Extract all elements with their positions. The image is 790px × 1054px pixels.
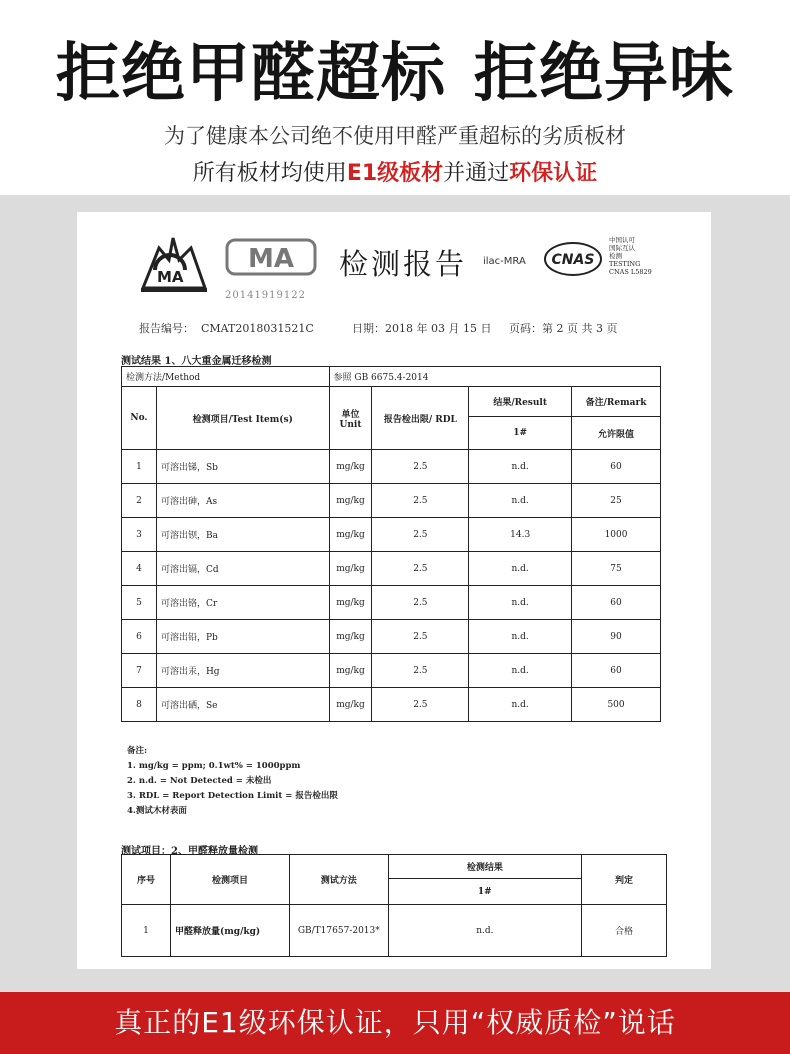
highlight-certification: 环保认证 [509,161,598,186]
cell-limit: 60 [572,654,661,688]
cell-rdl: 2.5 [372,620,469,654]
cell-limit: 500 [572,688,661,722]
report-date [352,320,491,336]
cell-limit: 90 [572,620,661,654]
note-line: 4.测试木材表面 [127,806,187,816]
cell-limit: 60 [572,586,661,620]
table-row [122,688,661,722]
cell-unit: mg/kg [329,654,372,688]
headline-part-b: 拒绝异味 [474,37,734,111]
cell-no: 4 [122,552,157,586]
col-no: No. [122,387,157,450]
method-label: 检测方法/Method [122,367,330,387]
cell-rdl: 2.5 [372,688,469,722]
cell-item: 甲醛释放量(mg/kg) [171,905,290,957]
cnas-caption-line: 国际互认 [609,244,635,252]
cell-rdl: 2.5 [372,654,469,688]
test-report-document [77,212,711,969]
footer-banner [0,992,790,1054]
cell-rdl: 2.5 [372,450,469,484]
cell-verdict: 合格 [581,905,666,957]
cell-result: 14.3 [469,518,572,552]
formaldehyde-table [121,854,667,957]
cell-no: 5 [122,586,157,620]
cell-item: 可溶出镉，Cd [156,552,329,586]
col-item: 检测项目 [171,855,290,905]
cell-no: 1 [122,450,157,484]
cell-item: 可溶出铬，Cr [156,586,329,620]
cell-rdl: 2.5 [372,586,469,620]
headline-part-a: 拒绝甲醛超标 [56,37,446,111]
cell-result: n.d. [469,450,572,484]
highlight-e1: E1级板材 [346,161,444,186]
cell-item: 可溶出汞，Hg [156,654,329,688]
note-line: 备注: [127,746,148,756]
col-unit: 单位 Unit [329,387,372,450]
cell-unit: mg/kg [329,586,372,620]
cell-result: n.d. [469,484,572,518]
cnas-caption-line: CNAS L5829 [609,268,652,276]
table-row [122,586,661,620]
table-row [122,518,661,552]
col-sample: 1# [469,417,572,450]
cell-method: GB/T17657-2013* [289,905,388,957]
col-result: 检测结果 [388,855,581,879]
cell-result: n.d. [469,654,572,688]
ma-number: 20141919122 [225,290,306,301]
table-row [122,620,661,654]
cell-unit: mg/kg [329,552,372,586]
report-title: 检测报告 [339,247,468,281]
cnas-caption-line: 中国认可 [609,236,635,244]
col-sample: 1# [388,879,581,905]
col-remark: 备注/Remark [572,387,661,417]
cnas-logo-text: CNAS [551,252,595,268]
cnas-caption [609,236,652,276]
cell-no: 8 [122,688,157,722]
cell-item: 可溶出硒，Se [156,688,329,722]
col-limit: 允许限值 [572,417,661,450]
note-line: 2. n.d. = Not Detected = 未检出 [127,776,272,786]
report-page-label: 页码： [509,322,542,335]
col-result: 结果/Result [469,387,572,417]
cell-limit: 75 [572,552,661,586]
cell-item: 可溶出砷，As [156,484,329,518]
cell-unit: mg/kg [329,620,372,654]
section-1-title: 测试结果 1、八大重金属迁移检测 [121,356,272,367]
method-value: 参照 GB 6675.4-2014 [329,367,660,387]
cell-rdl: 2.5 [372,518,469,552]
headline [0,22,790,114]
cell-rdl: 2.5 [372,552,469,586]
ilac-mra-label: ilac-MRA [483,256,526,267]
subtitle-text: 并通过 [443,161,510,186]
table-row [122,552,661,586]
table-header-row [122,855,667,879]
col-verdict: 判定 [581,855,666,905]
cnas-logo-icon [543,240,603,278]
report-page-value: 第 2 页 共 3 页 [542,322,618,335]
report-number [139,320,314,336]
cell-item: 可溶出铅，Pb [156,620,329,654]
report-date-value: 2018 年 03 月 15 日 [385,322,492,335]
subtitle-line-1: 为了健康本公司绝不使用甲醛严重超标的劣质板材 [164,124,626,148]
table-row [122,654,661,688]
cell-no: 7 [122,654,157,688]
subtitle-text: 所有板材均使用 [192,161,347,186]
col-no: 序号 [122,855,171,905]
cell-item: 可溶出锑，Sb [156,450,329,484]
ma-logo-icon [225,238,317,276]
cell-limit: 1000 [572,518,661,552]
report-number-label: 报告编号： [139,322,194,335]
heavy-metals-table [121,366,661,722]
cell-result: n.d. [388,905,581,957]
cell-unit: mg/kg [329,688,372,722]
ma-logo-text: MA [248,244,294,274]
report-date-label: 日期： [352,322,385,335]
cell-limit: 60 [572,450,661,484]
cell-no: 1 [122,905,171,957]
table-row [122,905,667,957]
col-method: 测试方法 [289,855,388,905]
report-number-value: CMAT2018031521C [201,322,314,335]
report-page [509,320,617,336]
method-row [122,367,661,387]
cell-no: 2 [122,484,157,518]
cma-logo-icon [135,230,211,294]
cell-unit: mg/kg [329,484,372,518]
section-2-title: 测试项目：2、甲醛释放量检测 [121,846,258,857]
cnas-caption-line: TESTING [609,260,641,268]
cell-result: n.d. [469,620,572,654]
cell-result: n.d. [469,552,572,586]
cell-no: 3 [122,518,157,552]
report-notes [127,744,338,819]
cnas-caption-line: 检测 [609,252,622,260]
table-row [122,484,661,518]
footer-slogan: 真正的E1级环保认证，只用“权威质检”说话 [114,1006,676,1039]
header-banner [0,0,790,195]
subtitle-line-2 [0,156,790,187]
col-rdl: 报告检出限/ RDL [372,387,469,450]
cell-result: n.d. [469,586,572,620]
cell-unit: mg/kg [329,518,372,552]
note-line: 3. RDL = Report Detection Limit = 报告检出限 [127,791,338,801]
table-row [122,450,661,484]
cell-limit: 25 [572,484,661,518]
cell-item: 可溶出钡，Ba [156,518,329,552]
cell-no: 6 [122,620,157,654]
col-item: 检测项目/Test Item(s) [156,387,329,450]
table-header-row [122,387,661,417]
svg-text:MA: MA [157,268,184,286]
cell-rdl: 2.5 [372,484,469,518]
cell-result: n.d. [469,688,572,722]
note-line: 1. mg/kg = ppm; 0.1wt% = 1000ppm [127,761,301,771]
cell-unit: mg/kg [329,450,372,484]
